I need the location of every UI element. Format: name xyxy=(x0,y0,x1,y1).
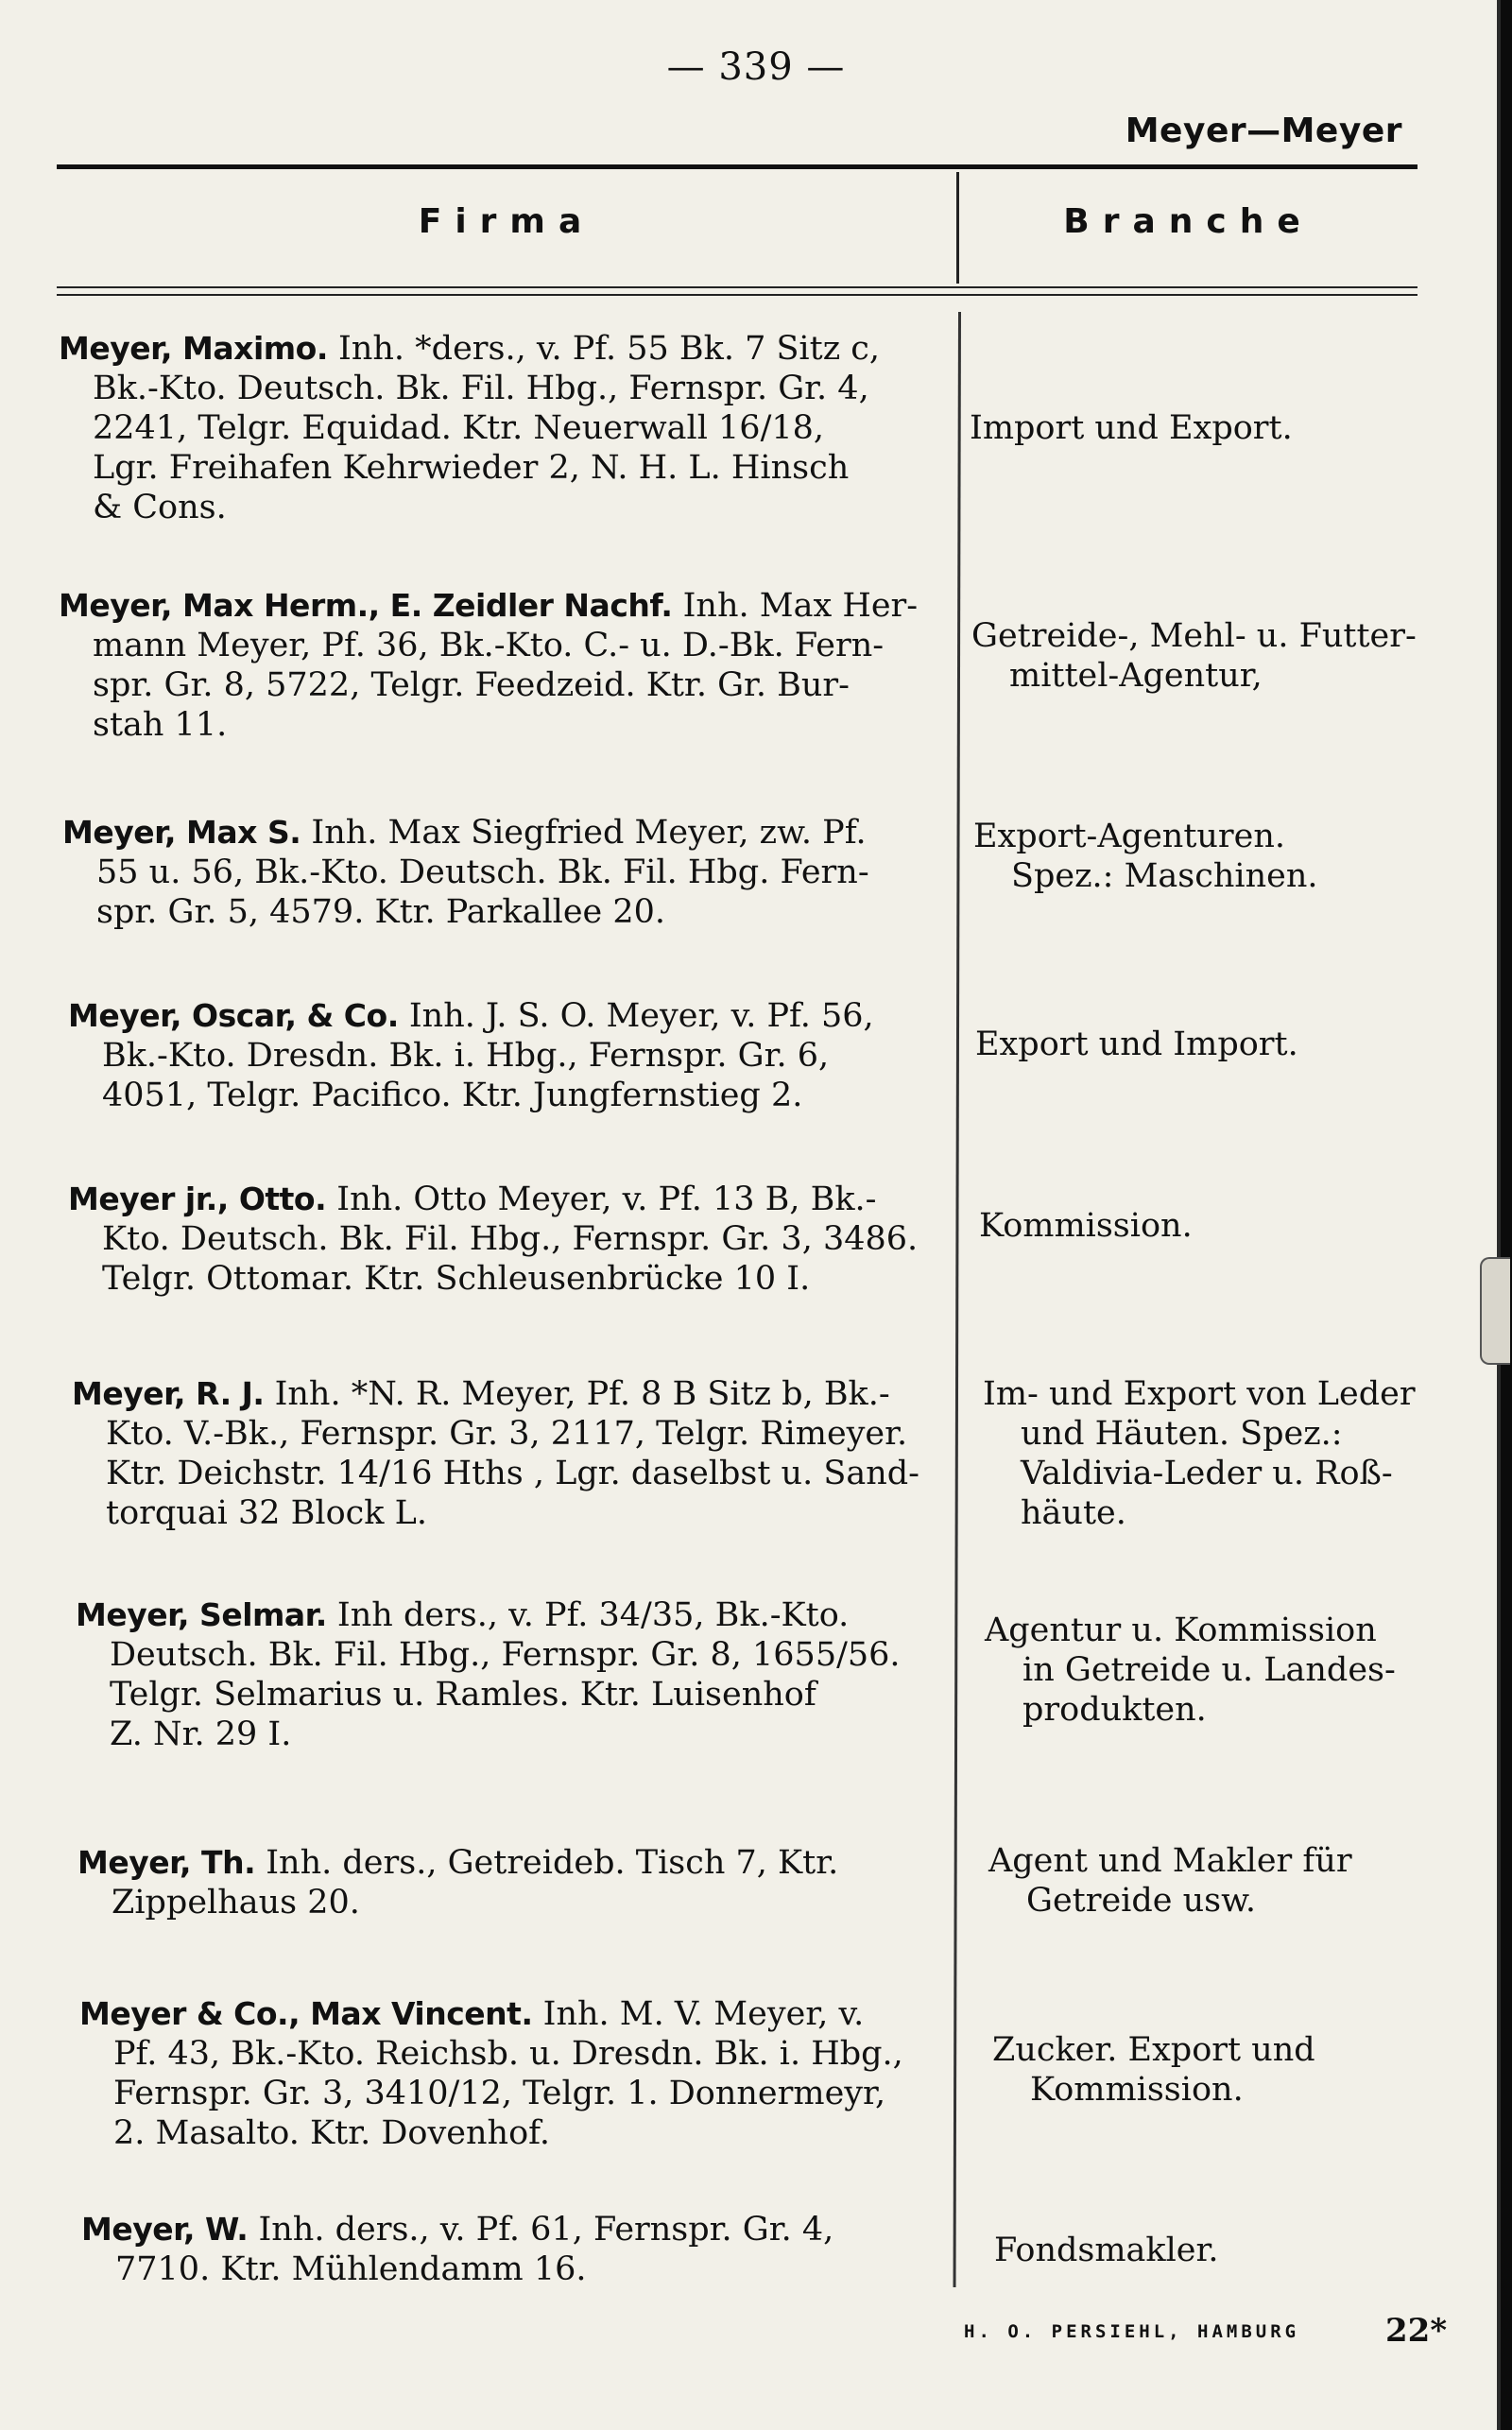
firm-detail: stah 11. xyxy=(93,706,228,744)
branch-text: häute. xyxy=(1021,1494,1126,1532)
firm-name: Meyer jr., Otto. xyxy=(68,1181,327,1217)
firm-detail: Bk.-Kto. Deutsch. Bk. Fil. Hbg., Fernspr. Gr. 4, xyxy=(93,370,869,407)
branch-entry xyxy=(979,1206,1470,1246)
firm-name: Meyer, Oscar, & Co. xyxy=(68,997,399,1034)
branch-text: Fondsmakler. xyxy=(994,2232,1219,2269)
branch-text: mittel-Agentur, xyxy=(1009,657,1263,695)
branch-text: Spez.: Maschinen. xyxy=(1011,857,1318,895)
firm-detail: Deutsch. Bk. Fil. Hbg., Fernspr. Gr. 8, 1655/56. xyxy=(110,1636,901,1674)
firm-detail: 55 u. 56, Bk.-Kto. Deutsch. Bk. Fil. Hbg. Fern- xyxy=(96,853,869,891)
firm-detail: & Cons. xyxy=(93,489,227,526)
signature-mark: 22* xyxy=(1385,2312,1448,2350)
firm-detail: Zippelhaus 20. xyxy=(112,1884,360,1922)
firm-detail: Pf. 43, Bk.-Kto. Reichsb. u. Dresdn. Bk. i. Hbg., xyxy=(113,2035,903,2073)
firm-detail: Telgr. Selmarius u. Ramles. Ktr. Luisenhof xyxy=(110,1676,816,1714)
page-number: — 339 — xyxy=(666,45,846,89)
branch-text: Agentur u. Kommission xyxy=(985,1611,1377,1649)
firm-detail: spr. Gr. 8, 5722, Telgr. Feedzeid. Ktr. Gr. Bur- xyxy=(93,666,850,704)
firm-detail: Lgr. Freihafen Kehrwieder 2, N. H. L. Hinsch xyxy=(93,449,850,487)
branch-text: und Häuten. Spez.: xyxy=(1021,1415,1343,1453)
header-rule xyxy=(57,294,1418,296)
firm-detail: Inh. M. V. Meyer, v. xyxy=(532,1995,865,2033)
firm-entry xyxy=(59,586,952,745)
firm-detail: Kto. Deutsch. Bk. Fil. Hbg., Fernspr. Gr. 3, 3486. xyxy=(102,1220,919,1258)
firm-detail: Bk.-Kto. Dresdn. Bk. i. Hbg., Fernspr. Gr. 6, xyxy=(102,1037,830,1075)
branch-entry xyxy=(983,1374,1474,1533)
firm-detail: Inh. *ders., v. Pf. 55 Bk. 7 Sitz c, xyxy=(327,330,880,368)
firm-name: Meyer, Max Herm., E. Zeidler Nachf. xyxy=(59,587,673,624)
firm-name: Meyer & Co., Max Vincent. xyxy=(79,1995,533,2032)
firm-entry xyxy=(77,1843,971,1922)
branch-entry xyxy=(992,2030,1484,2110)
branch-text: produkten. xyxy=(1022,1691,1207,1729)
branch-text: Kommission. xyxy=(1030,2071,1244,2109)
firm-detail: 2. Masalto. Ktr. Dovenhof. xyxy=(113,2114,550,2152)
firm-detail: Inh. ders., Getreideb. Tisch 7, Ktr. xyxy=(255,1844,839,1882)
firm-entry xyxy=(68,1180,961,1299)
firm-detail: 4051, Telgr. Pacifico. Ktr. Jungfernstieg 2. xyxy=(102,1077,803,1114)
firm-entry xyxy=(81,2210,974,2289)
branch-text: Valdivia-Leder u. Roß- xyxy=(1021,1455,1393,1492)
firm-detail: Z. Nr. 29 I. xyxy=(110,1715,292,1753)
branch-text: Kommission. xyxy=(979,1207,1193,1245)
branch-text: Im- und Export von Leder xyxy=(983,1375,1416,1413)
printer-imprint: H. O. PERSIEHL, HAMBURG xyxy=(964,2321,1300,2342)
branch-text: Export-Agenturen. xyxy=(973,818,1286,855)
branch-entry xyxy=(988,1841,1480,1921)
firm-detail: torquai 32 Block L. xyxy=(106,1494,427,1532)
firm-detail: Inh. *N. R. Meyer, Pf. 8 B Sitz b, Bk.- xyxy=(264,1375,890,1413)
branch-text: Getreide-, Mehl- u. Futter- xyxy=(971,617,1417,655)
branch-entry xyxy=(975,1025,1467,1064)
branch-text: Import und Export. xyxy=(970,409,1293,447)
branch-text: in Getreide u. Landes- xyxy=(1022,1651,1396,1689)
firm-detail: mann Meyer, Pf. 36, Bk.-Kto. C.- u. D.-Bk. Fern- xyxy=(93,627,885,664)
header-rule xyxy=(57,286,1418,288)
branch-entry xyxy=(971,616,1463,696)
branch-entry xyxy=(973,817,1465,896)
firm-detail: Ktr. Deichstr. 14/16 Hths , Lgr. daselbst u. Sand- xyxy=(106,1455,919,1492)
firm-name: Meyer, R. J. xyxy=(72,1375,265,1412)
column-header-firma: Firma xyxy=(418,202,595,241)
branch-entry xyxy=(994,2231,1486,2270)
firm-detail: 2241, Telgr. Equidad. Ktr. Neuerwall 16/18, xyxy=(93,409,825,447)
branch-entry xyxy=(970,408,1461,448)
firm-name: Meyer, Maximo. xyxy=(59,330,328,367)
branch-text: Export und Import. xyxy=(975,1025,1298,1063)
firm-detail: Inh. Max Her- xyxy=(672,587,919,625)
firm-detail: Telgr. Ottomar. Ktr. Schleusenbrücke 10 I. xyxy=(102,1260,811,1298)
firm-entry xyxy=(72,1374,965,1533)
column-header-branche: Branche xyxy=(1063,202,1314,241)
firm-name: Meyer, Selmar. xyxy=(76,1596,327,1633)
firm-detail: 7710. Ktr. Mühlendamm 16. xyxy=(115,2250,587,2288)
column-divider xyxy=(954,312,961,2287)
firm-entry xyxy=(62,813,955,932)
firm-entry xyxy=(79,1994,972,2153)
firm-entry xyxy=(59,329,952,527)
running-head: Meyer—Meyer xyxy=(1125,112,1402,150)
branch-text: Zucker. Export und xyxy=(992,2031,1315,2069)
firm-detail: Fernspr. Gr. 3, 3410/12, Telgr. 1. Donnermeyr, xyxy=(113,2075,886,2112)
firm-detail: Inh. Otto Meyer, v. Pf. 13 B, Bk.- xyxy=(326,1181,877,1218)
page-tab xyxy=(1480,1257,1510,1365)
branch-text: Agent und Makler für xyxy=(988,1842,1352,1880)
firm-entry xyxy=(76,1595,969,1754)
firm-detail: Inh. Max Siegfried Meyer, zw. Pf. xyxy=(301,814,867,852)
branch-entry xyxy=(985,1611,1476,1730)
firm-detail: spr. Gr. 5, 4579. Ktr. Parkallee 20. xyxy=(96,893,666,931)
firm-detail: Inh. J. S. O. Meyer, v. Pf. 56, xyxy=(398,997,874,1035)
firm-name: Meyer, Max S. xyxy=(62,814,301,851)
branch-text: Getreide usw. xyxy=(1026,1882,1257,1920)
firm-name: Meyer, W. xyxy=(81,2211,249,2248)
firm-detail: Inh ders., v. Pf. 34/35, Bk.-Kto. xyxy=(326,1596,850,1634)
top-rule xyxy=(57,164,1418,169)
firm-detail: Inh. ders., v. Pf. 61, Fernspr. Gr. 4, xyxy=(248,2211,834,2249)
firm-entry xyxy=(68,996,961,1115)
firm-name: Meyer, Th. xyxy=(77,1844,256,1881)
firm-detail: Kto. V.-Bk., Fernspr. Gr. 3, 2117, Telgr. Rimeyer. xyxy=(106,1415,908,1453)
